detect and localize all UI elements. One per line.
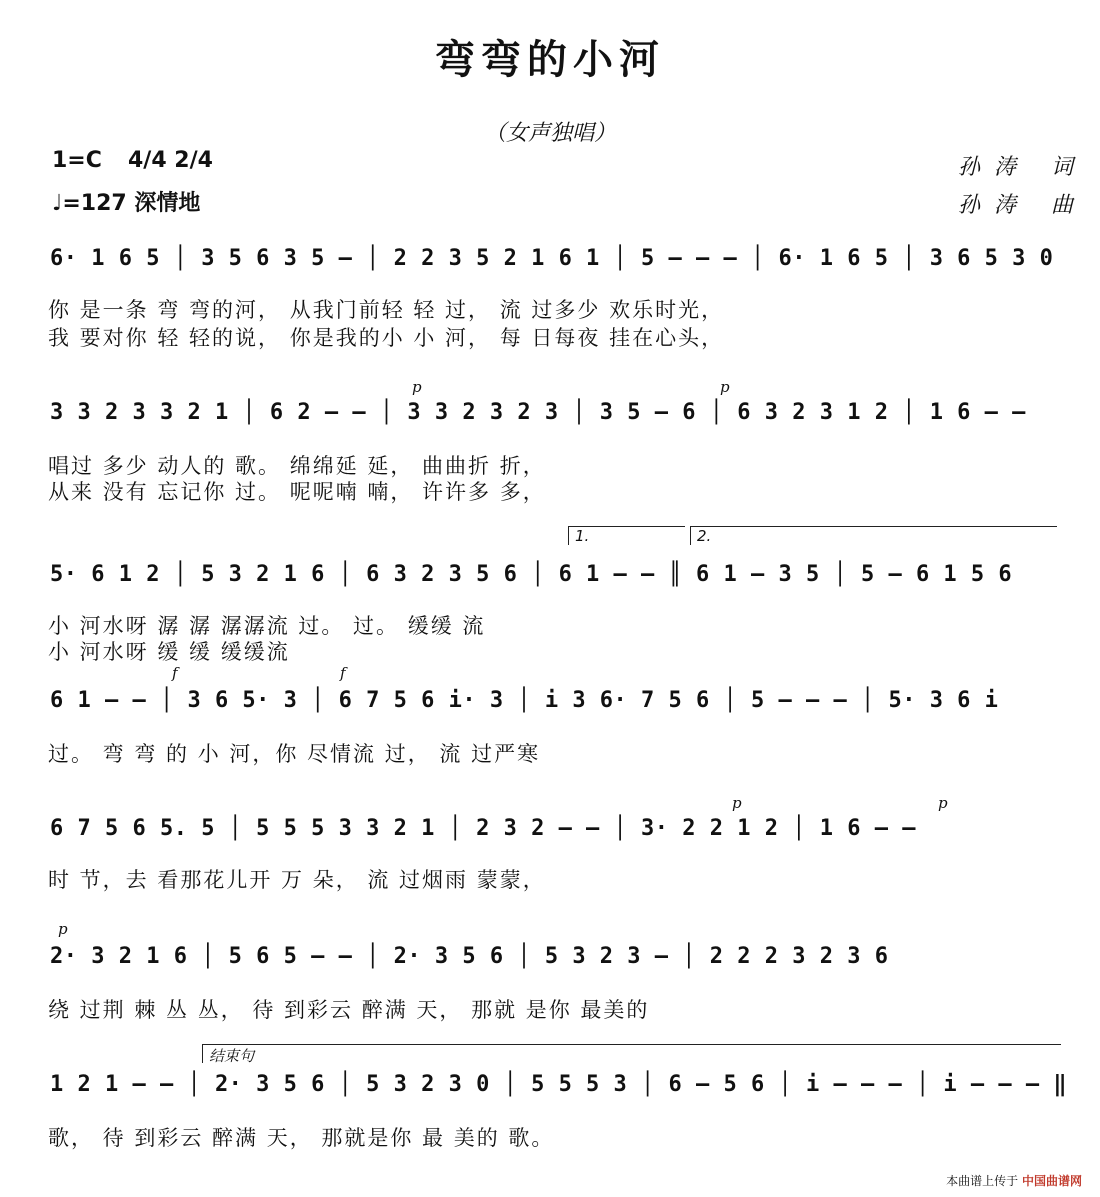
score-line-3-lyrics-verse-2: 小 河水呀 缓 缓 缓缓流 (48, 640, 290, 664)
footer-prefix: 本曲谱上传于 (946, 1174, 1019, 1188)
score-line-1-notes: 6· 1 6 5 │ 3 5 6 3 5 — │ 2 2 3 5 2 1 6 1 │ 5 — — — │ 6· 1 6 5 │ 3 6 5 3 0 (50, 246, 1054, 271)
score-line-1-lyrics-verse-2: 我 要对你 轻 轻的说， 你是我的小 小 河， 每 日每夜 挂在心头， (48, 326, 725, 350)
dynamic-p-mark: p (732, 794, 742, 812)
tempo-marking: ♩=127 深情地 (52, 191, 201, 216)
score-line-2-lyrics-verse-2: 从来 没有 忘记你 过。 呢呢喃 喃， 许许多 多， (48, 480, 546, 504)
score-line-2-lyrics-verse-1: 唱过 多少 动人的 歌。 绵绵延 延， 曲曲折 折， (48, 454, 546, 478)
score-line-6-notes: 2· 3 2 1 6 │ 5 6 5 — — │ 2· 3 5 6 │ 5 3 2 3 — │ 2 2 2 3 2 3 6 (50, 944, 889, 969)
score-line-2-notes: 3 3 2 3 3 2 1 │ 6 2 — — │ 3 3 2 3 2 3 │ 3 5 — 6 │ 6 3 2 3 1 2 │ 1 6 — — (50, 400, 1026, 425)
time-signature: 4/4 2/4 (128, 148, 213, 173)
ending-phrase-bracket: 结束句 (202, 1044, 1061, 1063)
dynamic-f-mark: f (172, 664, 178, 682)
score-line-5-lyrics: 时 节，去 看那花儿开 万 朵， 流 过烟雨 蒙蒙， (48, 868, 546, 892)
lyricist-credit: 孙涛 词 (958, 155, 1087, 180)
dynamic-p-mark: p (938, 794, 948, 812)
second-ending-bracket: 2. (690, 526, 1057, 545)
score-line-6-lyrics: 绕 过荆 棘 丛 丛， 待 到彩云 醉满 天， 那就 是你 最美的 (48, 998, 650, 1022)
score-line-3-lyrics-verse-1: 小 河水呀 潺 潺 潺潺流 过。 过。 缓缓 流 (48, 614, 486, 638)
score-line-4-notes: 6 1 — — │ 3 6 5· 3 │ 6 7 5 6 i· 3 │ i 3 6· 7 5 6 │ 5 — — — │ 5· 3 6 i (50, 688, 999, 713)
upload-source-footer (946, 1172, 1082, 1189)
site-brand-logo: 中国曲谱网 (1021, 1174, 1082, 1188)
song-subtitle: （女声独唱） (483, 121, 616, 146)
song-title: 弯弯的小河 (435, 37, 665, 83)
composer-credit: 孙涛 曲 (958, 193, 1087, 218)
dynamic-f-mark: f (340, 664, 346, 682)
key-signature: 1=C (52, 148, 102, 173)
score-line-4-lyrics: 过。 弯 弯 的 小 河，你 尽情流 过， 流 过严寒 (48, 742, 541, 766)
score-line-7-lyrics: 歌， 待 到彩云 醉满 天， 那就是你 最 美的 歌。 (48, 1126, 555, 1150)
first-ending-bracket: 1. (568, 526, 685, 545)
score-line-7-notes: 1 2 1 — — │ 2· 3 5 6 │ 5 3 2 3 0 │ 5 5 5 3 │ 6 — 5 6 │ i — — — │ i — — — ‖ (50, 1072, 1068, 1097)
score-line-3-notes: 5· 6 1 2 │ 5 3 2 1 6 │ 6 3 2 3 5 6 │ 6 1 — — ║ 6 1 — 3 5 │ 5 — 6 1 5 6 (50, 562, 1013, 587)
dynamic-p-mark: p (720, 378, 730, 396)
dynamic-p-mark: p (412, 378, 422, 396)
dynamic-p-mark: p (58, 920, 68, 938)
score-line-1-lyrics-verse-1: 你 是一条 弯 弯的河， 从我门前轻 轻 过， 流 过多少 欢乐时光， (48, 298, 725, 322)
score-line-5-notes: 6 7 5 6 5. 5 │ 5 5 5 3 3 2 1 │ 2 3 2 — — │ 3· 2 2 1 2 │ 1 6 — — (50, 816, 916, 841)
